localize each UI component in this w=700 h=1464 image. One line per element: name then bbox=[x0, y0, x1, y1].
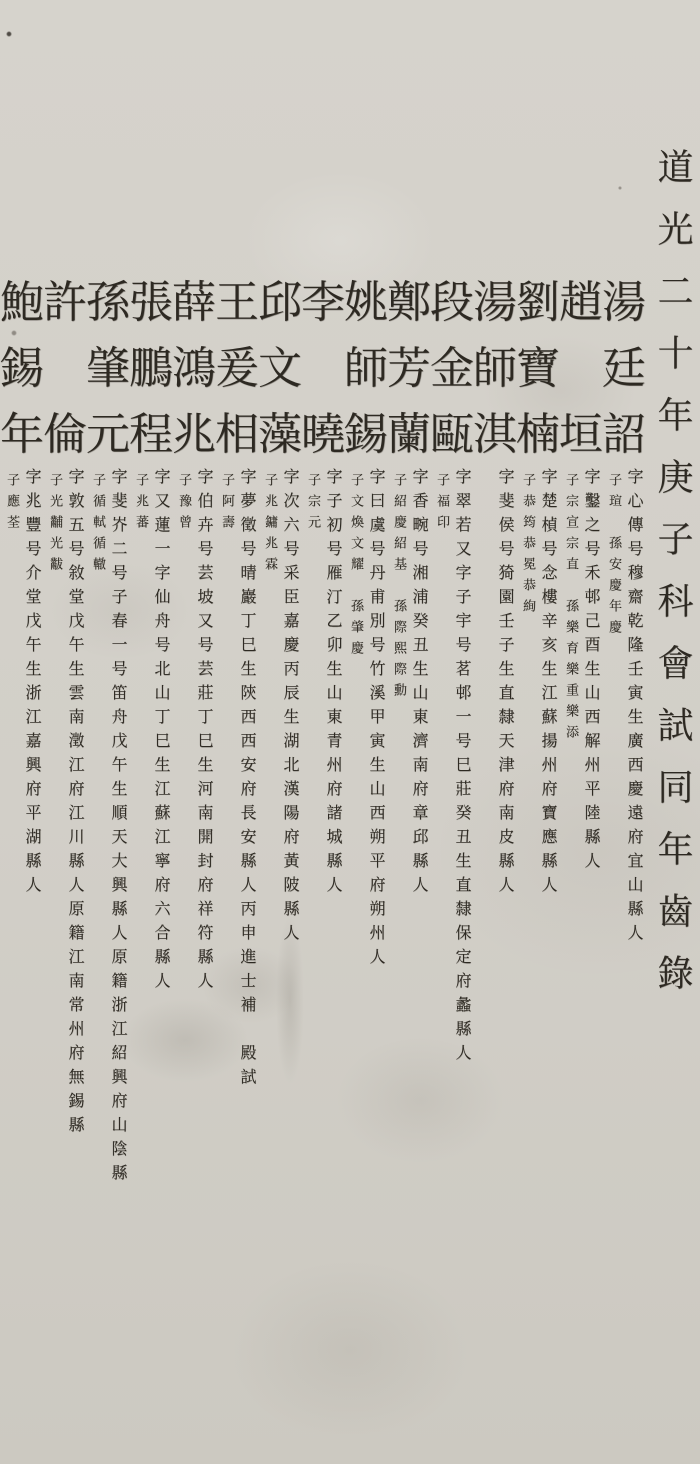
name-char: 相 bbox=[215, 409, 259, 460]
name-char: 師 bbox=[344, 343, 388, 394]
family-text: 子光黼光黻 bbox=[47, 473, 62, 578]
name-char: 楠 bbox=[516, 409, 560, 460]
name-char: 薛 bbox=[172, 277, 216, 328]
name-char: 蘭 bbox=[387, 409, 431, 460]
entry-column bbox=[516, 0, 559, 1464]
name-char: 芳 bbox=[387, 343, 431, 394]
name-char: 鄭 bbox=[387, 277, 431, 328]
name-char: 姚 bbox=[344, 277, 388, 328]
name-char: 師 bbox=[473, 343, 517, 394]
entry-column bbox=[430, 0, 473, 1464]
name-char: 錫 bbox=[344, 409, 388, 460]
name-char: 藻 bbox=[258, 409, 302, 460]
name-char: 鴻 bbox=[172, 343, 216, 394]
bio-text: 字夢徵号晴巖丁巳生陝西西安府長安縣人丙申進士補 殿試 bbox=[238, 468, 257, 1092]
name-char: 淇 bbox=[473, 409, 517, 460]
family-text: 子兆鏞兆霖 bbox=[262, 473, 277, 578]
name-char: 文 bbox=[258, 343, 302, 394]
name-char: 肇 bbox=[86, 343, 130, 394]
name-char: 爰 bbox=[215, 343, 259, 394]
name-char: 錫 bbox=[0, 343, 44, 394]
entry-column bbox=[559, 0, 602, 1464]
entry-column bbox=[86, 0, 129, 1464]
bio-text: 字心傳号穆齋乾隆壬寅生廣西慶遠府宜山縣人 bbox=[625, 468, 644, 948]
bio-text: 字敦五号敘堂戊午生雲南澂江府江川縣人原籍江南常州府無錫縣 bbox=[66, 468, 85, 1140]
bio-text: 字鑿之号禾邨己酉生山西解州平陸縣人 bbox=[582, 468, 601, 876]
name-char: 元 bbox=[86, 409, 130, 460]
bio-text: 字次六号采臣嘉慶丙辰生湖北漢陽府黃陂縣人 bbox=[281, 468, 300, 948]
family-text: 子應荃 bbox=[4, 473, 19, 536]
entry-column bbox=[258, 0, 301, 1464]
bio-text: 字曰虞号丹甫別号竹溪甲寅生山西朔平府朔州人 bbox=[367, 468, 386, 972]
name-char: 年 bbox=[0, 409, 44, 460]
family-text: 子宗元 bbox=[305, 473, 320, 536]
bio-text: 字又蓮一字仙舟号北山丁巳生江蘇江寧府六合縣人 bbox=[152, 468, 171, 996]
name-char: 鮑 bbox=[0, 277, 44, 328]
bio-text: 字翠若又字子宇号茗邨一号巳莊癸丑生直隸保定府蠡縣人 bbox=[453, 468, 472, 1068]
page-title: 道光二十年庚子科會試同年齒錄 bbox=[652, 148, 693, 1016]
name-char: 許 bbox=[43, 277, 87, 328]
name-char: 趙 bbox=[559, 277, 603, 328]
family-text: 子循軾循轍 bbox=[90, 473, 105, 578]
family-text: 子豫曾 bbox=[176, 473, 191, 536]
name-char: 王 bbox=[215, 277, 259, 328]
family-text: 子福印 bbox=[434, 473, 449, 536]
bio-text: 字楚楨号念樓辛亥生江蘇揚州府寶應縣人 bbox=[539, 468, 558, 900]
name-char: 湯 bbox=[602, 277, 646, 328]
name-char: 程 bbox=[129, 409, 173, 460]
name-char: 垣 bbox=[559, 409, 603, 460]
entry-column bbox=[129, 0, 172, 1464]
name-char: 甌 bbox=[430, 409, 474, 460]
family-text: 子紹慶紹基 孫際熙際勳 bbox=[391, 473, 406, 704]
family-text: 子瑄 孫安慶年慶 bbox=[606, 473, 621, 641]
name-char: 張 bbox=[129, 277, 173, 328]
name-char: 邱 bbox=[258, 277, 302, 328]
entry-column bbox=[602, 0, 645, 1464]
entry-column bbox=[387, 0, 430, 1464]
entry-column bbox=[43, 0, 86, 1464]
name-char: 詔 bbox=[602, 409, 646, 460]
name-char: 湯 bbox=[473, 277, 517, 328]
name-char: 劉 bbox=[516, 277, 560, 328]
entry-column bbox=[0, 0, 43, 1464]
family-text: 子阿壽 bbox=[219, 473, 234, 536]
name-char: 孫 bbox=[86, 277, 130, 328]
name-char: 段 bbox=[430, 277, 474, 328]
name-char: 廷 bbox=[602, 343, 646, 394]
bio-text: 字斐侯号猗園壬子生直隸天津府南皮縣人 bbox=[496, 468, 515, 900]
name-char: 李 bbox=[301, 277, 345, 328]
name-char: 金 bbox=[430, 343, 474, 394]
family-text: 子宗宣宗直 孫樂育樂重樂添 bbox=[563, 473, 578, 746]
entry-column bbox=[215, 0, 258, 1464]
family-text: 子恭筠恭冕恭絢 bbox=[520, 473, 535, 620]
name-char: 鵬 bbox=[129, 343, 173, 394]
entry-column bbox=[172, 0, 215, 1464]
name-char: 寶 bbox=[516, 343, 560, 394]
family-text: 子文煥文耀 孫肇慶 bbox=[348, 473, 363, 662]
bio-text: 字香畹号湘浦癸丑生山東濟南府章邱縣人 bbox=[410, 468, 429, 900]
family-text: 子兆蕃 bbox=[133, 473, 148, 536]
name-char: 曉 bbox=[301, 409, 345, 460]
entry-column bbox=[301, 0, 344, 1464]
entry-column bbox=[344, 0, 387, 1464]
entry-column bbox=[473, 0, 516, 1464]
name-char: 倫 bbox=[43, 409, 87, 460]
name-char: 兆 bbox=[172, 409, 216, 460]
bio-text: 字兆豐号介堂戊午生浙江嘉興府平湖縣人 bbox=[23, 468, 42, 900]
bio-text: 字子初号雁汀乙卯生山東青州府諸城縣人 bbox=[324, 468, 343, 900]
bio-text: 字斐岕二号子春一号笛舟戊午生順天大興縣人原籍浙江紹興府山陰縣 bbox=[109, 468, 128, 1188]
bio-text: 字伯卉号芸坡又号芸莊丁巳生河南開封府祥符縣人 bbox=[195, 468, 214, 996]
